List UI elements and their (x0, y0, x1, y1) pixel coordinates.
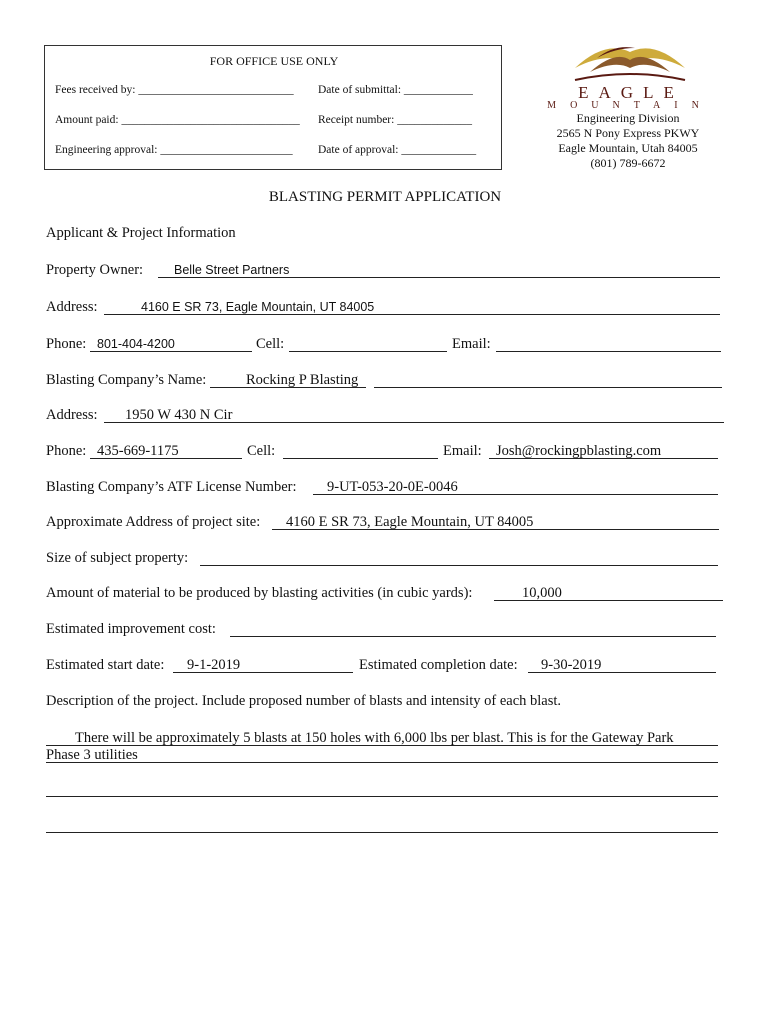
fees-received-field: Fees received by: ___________________________ (55, 84, 294, 96)
owner-label: Property Owner: (46, 262, 144, 278)
description-label: Description of the project. Include proposed number of blasts and intensity of each blast. (46, 693, 562, 709)
property-size-field-line[interactable] (200, 565, 718, 566)
start-date-value: 9-1-2019 (187, 657, 241, 673)
agency-street: 2565 N Pony Express PKWY (556, 126, 700, 140)
office-use-title: FOR OFFICE USE ONLY (209, 54, 339, 68)
logo-word-mountain: MOUNTAIN (547, 100, 713, 111)
owner-field-line[interactable] (158, 277, 720, 278)
company-email-label: Email: (443, 443, 482, 459)
material-amount-value: 10,000 (522, 585, 562, 601)
owner-address-field-line[interactable] (104, 314, 720, 315)
owner-value: Belle Street Partners (174, 263, 290, 277)
company-phone-value: 435-669-1175 (97, 443, 179, 459)
property-size-label: Size of subject property: (46, 550, 189, 566)
atf-license-value: 9-UT-053-20-0E-0046 (327, 479, 458, 495)
eagle-mountain-logo (535, 40, 725, 115)
completion-date-value: 9-30-2019 (541, 657, 602, 673)
company-address-value: 1950 W 430 N Cir (125, 407, 233, 423)
date-submittal-field: Date of submittal: ____________ (318, 84, 473, 96)
page-title: BLASTING PERMIT APPLICATION (268, 189, 502, 205)
improvement-cost-field-line[interactable] (230, 636, 716, 637)
agency-division: Engineering Division (576, 111, 680, 125)
owner-cell-label: Cell: (256, 336, 285, 352)
owner-address-label: Address: (46, 299, 98, 315)
company-name-field-line-2[interactable] (374, 387, 722, 388)
start-date-label: Estimated start date: (46, 657, 165, 673)
project-site-label: Approximate Address of project site: (46, 514, 261, 530)
improvement-cost-label: Estimated improvement cost: (46, 621, 216, 637)
receipt-number-field: Receipt number: _____________ (318, 114, 472, 126)
agency-phone: (801) 789-6672 (590, 156, 666, 170)
owner-phone-value: 801-404-4200 (97, 337, 175, 351)
atf-license-label: Blasting Company’s ATF License Number: (46, 479, 297, 495)
description-field-line-2[interactable] (46, 762, 718, 763)
amount-paid-field: Amount paid: _______________________________ (55, 114, 300, 126)
section-heading: Applicant & Project Information (46, 225, 236, 241)
company-phone-label: Phone: (46, 443, 87, 459)
company-name-label: Blasting Company’s Name: (46, 372, 207, 388)
owner-cell-field-line[interactable] (289, 351, 447, 352)
project-site-value: 4160 E SR 73, Eagle Mountain, UT 84005 (286, 514, 534, 530)
description-line-1: There will be approximately 5 blasts at 150 holes with 6,000 lbs per blast. This is for the Gateway Park (75, 730, 674, 746)
owner-email-label: Email: (452, 336, 491, 352)
description-line-2: Phase 3 utilities (46, 747, 138, 763)
description-field-line-4[interactable] (46, 832, 718, 833)
material-amount-label: Amount of material to be produced by blasting activities (in cubic yards): (46, 585, 473, 601)
completion-date-label: Estimated completion date: (359, 657, 518, 673)
office-use-box (44, 45, 502, 170)
agency-city: Eagle Mountain, Utah 84005 (558, 141, 698, 155)
description-field-line-3[interactable] (46, 796, 718, 797)
owner-phone-field-line[interactable] (90, 351, 252, 352)
agency-address-block (535, 111, 721, 171)
logo-word-eagle: EAGLE (578, 83, 684, 102)
company-cell-label: Cell: (247, 443, 276, 459)
company-cell-field-line[interactable] (283, 458, 438, 459)
company-email-value: Josh@rockingpblasting.com (496, 443, 662, 459)
owner-address-value: 4160 E SR 73, Eagle Mountain, UT 84005 (141, 300, 375, 314)
engineering-approval-field: Engineering approval: _______________________ (55, 144, 293, 156)
date-approval-field: Date of approval: _____________ (318, 144, 477, 156)
company-address-label: Address: (46, 407, 98, 423)
owner-phone-label: Phone: (46, 336, 87, 352)
company-name-value: Rocking P Blasting (246, 372, 359, 388)
owner-email-field-line[interactable] (496, 351, 721, 352)
